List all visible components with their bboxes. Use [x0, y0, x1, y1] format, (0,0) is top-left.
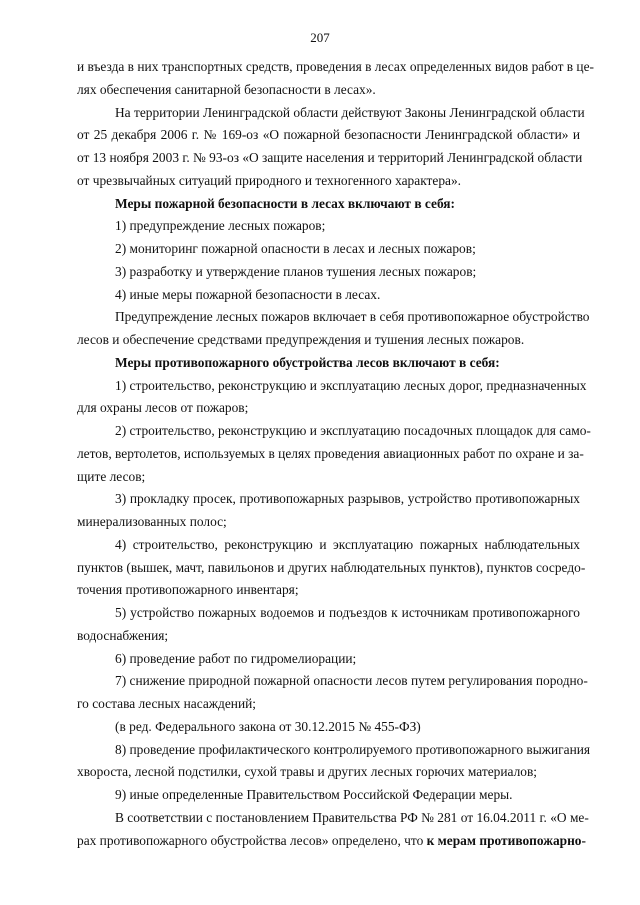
text-line: 4) строительство, реконструкцию и эксплуатацию пожарных наблюдательных [115, 536, 580, 552]
text-line: В соответствии с постановлением Правительства РФ № 281 от 16.04.2011 г. «О ме- [115, 809, 589, 825]
text-line [77, 830, 586, 853]
text-line: щите лесов; [77, 468, 146, 484]
text-line: и въезда в них транспортных средств, проведения в лесах определенных видов работ в це- [77, 59, 595, 74]
text-line: лях обеспечения санитарной безопасности в лесах». [77, 81, 376, 97]
bold-text-run: к мерам противопожарно- [426, 832, 586, 848]
text-line: 9) иные определенные Правительством Российской Федерации меры. [115, 787, 513, 802]
text-line: Меры пожарной безопасности в лесах включают в себя: [115, 195, 456, 211]
text-line: 6) проведение работ по гидромелиорации; [115, 650, 357, 666]
text-line: лесов и обеспечение средствами предупреждения и тушения лесных пожаров. [77, 332, 525, 347]
text-line: водоснабжения; [77, 627, 169, 643]
text-line: 2) строительство, реконструкцию и эксплуатацию посадочных площадок для само- [115, 423, 591, 438]
text-line: пунктов (вышек, мачт, павильонов и других наблюдательных пунктов), пунктов сосредо- [77, 559, 586, 575]
text-line: 7) снижение природной пожарной опасности лесов путем регулирования породно- [115, 673, 588, 689]
text-line: хворостa, лесной подстилки, сухой травы и других лесных горючих материалов; [77, 764, 537, 780]
text-line: 1) строительство, реконструкцию и эксплуатацию лесных дорог, предназначенных [115, 377, 587, 393]
text-line: от чрезвычайных ситуаций природного и техногенного характера». [77, 172, 461, 188]
page-number: 207 [310, 30, 330, 45]
text-line: летов, вертолетов, используемых в целях проведения авиационных работ по охране и за- [77, 445, 584, 461]
text-line: 1) предупреждение лесных пожаров; [115, 218, 326, 234]
text-line: Предупреждение лесных пожаров включает в себя противопожарное обустройство [115, 309, 590, 325]
text-line: На территории Ленинградской области действуют Законы Ленинградской области [115, 104, 585, 120]
document-body [77, 56, 595, 852]
text-run: рах противопожарного обустройства лесов» определено, что [77, 832, 427, 848]
text-line: от 13 ноября 2003 г. № 93-оз «О защите населения и территорий Ленинградской области [77, 150, 583, 165]
text-line: минерализованных полос; [77, 514, 227, 529]
text-line: Меры противопожарного обустройства лесов включают в себя: [115, 354, 500, 370]
text-line: 5) устройство пожарных водоемов и подъездов к источникам противопожарного [115, 605, 580, 620]
text-line: для охраны лесов от пожаров; [77, 400, 249, 416]
text-line: го состава лесных насаждений; [77, 696, 257, 711]
text-line: 4) иные меры пожарной безопасности в лесах. [115, 286, 381, 302]
text-line: точения противопожарного инвентаря; [77, 582, 299, 598]
text-line: 3) прокладку просек, противопожарных разрывов, устройство противопожарных [115, 491, 580, 507]
text-line: 2) мониторинг пожарной опасности в лесах и лесных пожаров; [115, 241, 476, 256]
text-line: (в ред. Федерального закона от 30.12.2015 № 455-ФЗ) [115, 718, 421, 734]
text-line: 8) проведение профилактического контролируемого противопожарного выжигания [115, 741, 591, 757]
text-line: от 25 декабря 2006 г. № 169-оз «О пожарной безопасности Ленинградской области» и [77, 127, 580, 143]
text-line: 3) разработку и утверждение планов тушения лесных пожаров; [115, 263, 477, 279]
